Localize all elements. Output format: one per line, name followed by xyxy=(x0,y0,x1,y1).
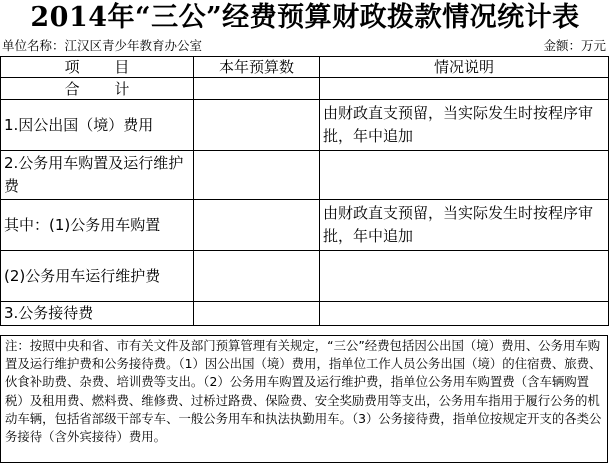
row-budget xyxy=(194,200,320,251)
row-item: 1.因公出国（境）费用 xyxy=(1,100,194,151)
column-header-note: 情况说明 xyxy=(320,57,609,78)
row-note xyxy=(320,78,609,100)
row-budget xyxy=(194,100,320,151)
table-row xyxy=(1,100,609,151)
row-note xyxy=(320,302,609,326)
row-budget xyxy=(194,251,320,302)
table-row xyxy=(1,151,609,200)
row-budget xyxy=(194,151,320,200)
row-item: 合 计 xyxy=(1,78,194,100)
budget-table xyxy=(0,56,609,326)
footnote: 注：按照中央和省、市有关文件及部门预算管理有关规定，“三公”经费包括因公出国（境）费用、公务用车购置及运行维护费和公务接待费。（1）因公出国（境）费用，指单位工作人员公务出国（境）的住宿费、旅费、伙食补助费、杂费、培训费等支出。（2）公务用车购置及运行维护费，指单位公务用车购置费（含车辆购置税）及租用费、燃料费、维修费、过桥过路费、保险费、安全奖励费用等支出，公务用车指用于履行公务的机动车辆，包括省部级干部专车、一般公务用车和执法执勤用车。（3）公务接待费，指单位按规定开支的各类公务接待（含外宾接待）费用。 xyxy=(0,335,608,463)
amount-unit-label: 金额：万元 xyxy=(543,38,606,53)
row-item: 3.公务接待费 xyxy=(1,302,194,326)
row-budget xyxy=(194,78,320,100)
table-header-row xyxy=(1,57,609,78)
table-row xyxy=(1,251,609,302)
table-row xyxy=(1,200,609,251)
row-note: 由财政直支预留，当实际发生时按程序审批，年中追加 xyxy=(320,100,609,151)
column-header-budget: 本年预算数 xyxy=(194,57,320,78)
row-note xyxy=(320,151,609,200)
row-item: 2.公务用车购置及运行维护费 xyxy=(1,151,194,200)
row-budget xyxy=(194,302,320,326)
row-note: 由财政直支预留，当实际发生时按程序审批，年中追加 xyxy=(320,200,609,251)
row-item: 其中：(1)公务用车购置 xyxy=(1,200,194,251)
table-row xyxy=(1,302,609,326)
row-note xyxy=(320,251,609,302)
row-item: (2)公务用车运行维护费 xyxy=(1,251,194,302)
column-header-item: 项 目 xyxy=(1,57,194,78)
page-title: 2014年“三公”经费预算财政拨款情况统计表 xyxy=(30,2,580,33)
table-row xyxy=(1,78,609,100)
unit-name-label: 单位名称：江汉区青少年教育办公室 xyxy=(2,38,203,53)
